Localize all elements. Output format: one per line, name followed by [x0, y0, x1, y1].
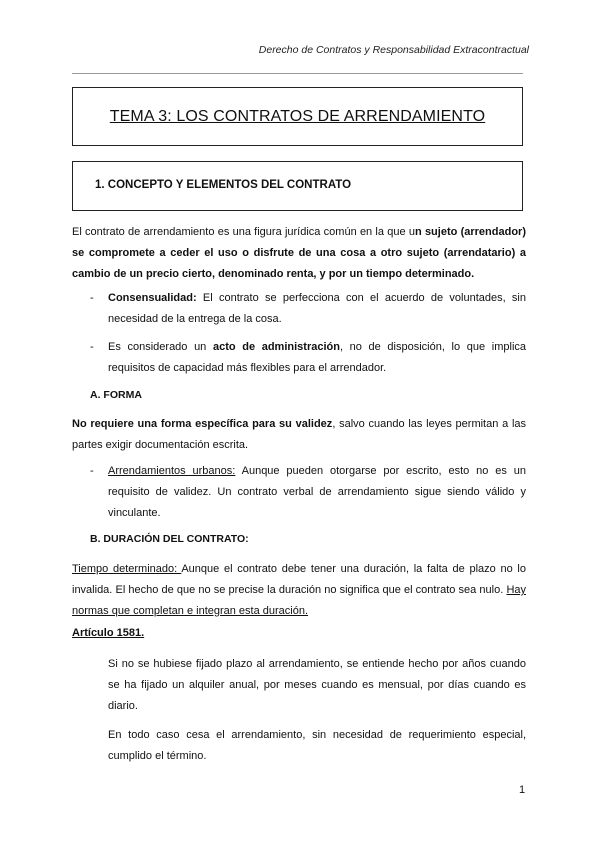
- list-item-pre: Es considerado un: [108, 341, 213, 353]
- list-item-text: [108, 461, 526, 524]
- section-a-heading: A. FORMA: [90, 389, 142, 401]
- article-paragraph-1: Si no se hubiese fijado plazo al arrendamiento, se entiende hecho por años cuando se ha fijado un alquiler anual, por meses cuando es mensual, por días cuando es diario.: [108, 658, 526, 712]
- duracion-text: Aunque el contrato debe tener una duración, la falta de plazo no lo invalida. El hecho de que no se precise la duración no significa que el contrato sea nulo.: [72, 563, 526, 596]
- intro-bold-text: n sujeto (arrendador) se compromete a ceder el uso o disfrute de una cosa a otro sujeto (arrendatario) a cambio de un precio cierto, denominado renta, y por un tiempo determinado.: [72, 226, 526, 280]
- list-item-body: Aunque pueden otorgarse por escrito, esto no es un requisito de validez. Un contrato verbal de arrendamiento sigue siendo válido y vinculante.: [108, 465, 527, 519]
- list-item: [90, 337, 526, 381]
- article-paragraph-2: En todo caso cesa el arrendamiento, sin necesidad de requerimiento especial, cumplido el término.: [108, 729, 526, 762]
- page-title: TEMA 3: LOS CONTRATOS DE ARRENDAMIENTO: [109, 107, 486, 125]
- list-item-text: [108, 288, 526, 330]
- bullet-dash: -: [90, 292, 94, 304]
- section-1-heading: 1. CONCEPTO Y ELEMENTOS DEL CONTRATO: [95, 179, 352, 191]
- duracion-underlined-lead: Tiempo determinado:: [72, 563, 182, 575]
- list-item-bold: Consensualidad:: [108, 292, 197, 304]
- intro-text: El contrato de arrendamiento es una figura jurídica común en la que u: [72, 226, 415, 238]
- forma-text: , salvo cuando las leyes permitan a las partes exigir documentación escrita.: [72, 418, 527, 451]
- list-item-underlined: Arrendamientos urbanos:: [108, 465, 236, 477]
- bullet-dash: -: [90, 465, 94, 477]
- article-heading: Artículo 1581.: [72, 627, 145, 639]
- duracion-underlined-tail: Hay normas que completan e integran esta duración.: [72, 584, 526, 617]
- bullet-dash: -: [90, 341, 94, 353]
- list-item: [90, 461, 526, 525]
- duracion-paragraph: [72, 559, 526, 622]
- header-divider: [72, 73, 523, 74]
- list-item-post: , no de disposición, lo que implica requisitos de capacidad más flexibles para el arrendador.: [108, 341, 526, 374]
- list-item-bold: acto de administración: [212, 341, 340, 353]
- intro-paragraph: [72, 222, 526, 285]
- list-item: [90, 288, 526, 332]
- title-box: [72, 87, 523, 146]
- page-number: 1: [519, 784, 526, 796]
- running-header: Derecho de Contratos y Responsabilidad Extracontractual: [258, 44, 529, 56]
- section-b-heading: B. DURACIÓN DEL CONTRATO:: [90, 533, 249, 545]
- forma-paragraph: [72, 414, 526, 456]
- section-heading-box: [72, 161, 523, 211]
- list-item-text: [108, 337, 526, 379]
- forma-bold: No requiere una forma específica para su validez: [72, 418, 333, 430]
- list-item-body: El contrato se perfecciona con el acuerdo de voluntades, sin necesidad de la entrega de la cosa.: [108, 292, 526, 325]
